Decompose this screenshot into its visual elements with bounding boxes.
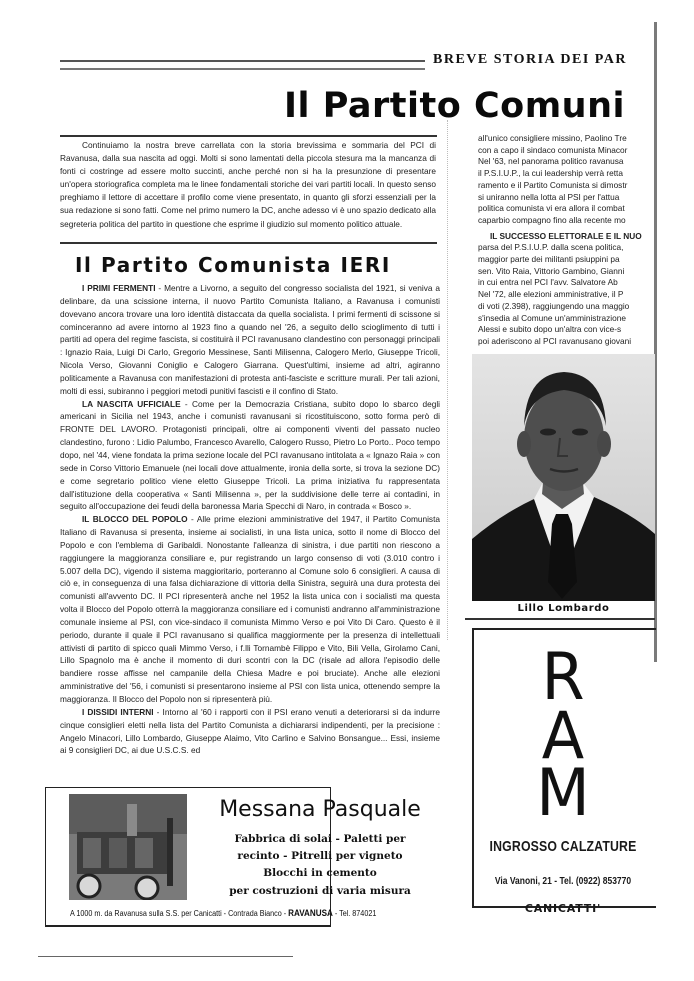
bottom-rule xyxy=(38,956,293,957)
paragraph-heading: LA NASCITA UFFICIALE xyxy=(82,398,181,409)
text-line: Alessi e subito dopo un'altra con vice-s xyxy=(478,324,622,335)
article-body xyxy=(60,282,440,757)
text-line: caparbio compagno fino alla recente mo xyxy=(478,214,626,225)
subsection-heading: IL SUCCESSO ELETTORALE E IL NUO xyxy=(490,230,642,241)
cart-illustration xyxy=(69,794,187,900)
ad-line: Blocchi in cemento xyxy=(263,867,377,879)
text-line: si uniranno nella lotta al PSI per l'attua xyxy=(478,191,620,202)
ad-footer xyxy=(70,908,403,918)
ram-address: Via Vanoni, 21 - Tel. (0922) 853770 xyxy=(494,876,632,887)
caption-rule xyxy=(465,618,655,620)
text-line: poi aderiscono al PCI ravanusano giovani xyxy=(478,335,632,346)
ram-letter-r: R xyxy=(541,638,585,715)
text-line: in cui entra nel PCI l'avv. Salvatore Ab xyxy=(478,277,618,288)
text-line: con a capo il sindaco comunista Minacor xyxy=(478,144,628,155)
paragraph-blocco-popolo xyxy=(60,513,440,706)
intro-top-rule xyxy=(60,135,437,137)
section-title: Il Partito Comunista IERI xyxy=(75,253,391,277)
paragraph-text: - Alle prime elezioni amministrative del 1947, il Partito Comunista Italiano di Ravanusa si presenta, insieme ai socialisti, in una lista unica, sotto il nome di Blocco del Popolo e con l'emblema di Garibaldi. Nonostante l'alleanza di sinistra, i due partiti non riescono a raggiungere la maggioranza consiliare e, pur registrando un largo consenso di voti (3.010 contro i 5.007 della DC), vigendo il sistema maggioritario, porteranno al Comune solo 6 consiglieri. A causa di ciò e, in conseguenza di una falsa dichiarazione di vittoria della Sinistra, seguirà una dura protesta dei comunisti all'avvento DC. Il PCI ripresenterà anche nel 1952 la lista unica con i socialisti ma questa volta il Blocco del Popolo otterrà la maggioranza consiliare ed i comunisti andranno all'amministrazione comunale insieme al PSI, con vice-sindaco il comunista Mimmo Verso e poi Vito Di Caro. Questo è il periodo, durante il quale il PCI ravanusano si qualifica maggiormente per la presenza di intellettuali attivisti di partito di spicco quali Mimmo Verso, i f.lli Tornambè Filippo e Vito, Bili Vella, Girolamo Cani, Lillo Spagnolo ma è anche il momento di duri scontri con la DC (risale ad allora l'episodio delle bandiere rosse affisse nel campanile della Chiesa Madre e poi bruciate). Anche alle elezioni amministrative del '56, i comunisti si presentarono insieme al PSI con lista unica, ottenendo sempre la maggioranza. Il Blocco del Popolo non si ripresenterà più. xyxy=(60,514,441,704)
photo-caption: Lillo Lombardo xyxy=(517,603,610,614)
text-line: Nel '72, alle elezioni amministrative, il P xyxy=(478,289,624,300)
ad-footer-address: A 1000 m. da Ravanusa sulla S.S. per Canicatti - Contrada Bianco - xyxy=(70,909,289,918)
text-line: il P.S.I.U.P., la cui leadership verrà retta xyxy=(478,168,623,179)
paragraph-nascita-ufficiale xyxy=(60,398,440,514)
column-divider xyxy=(447,120,448,640)
ram-letter-m: M xyxy=(536,754,590,831)
text-line: parsa del P.S.I.U.P. dalla scena politica, xyxy=(478,242,624,253)
intro-paragraph: Continuiamo la nostra breve carrellata con la storia brevissima e sommaria del PCI di Ravanusa, dalla sua nascita ad oggi. Molti si sono lamentati della piccola stesura ma la mancanza di fonti ci costringe ad essere molto succinti, anche perché non si ha la presunzione di presentare un'opera storiografica completa ma le linee fondamentali storiche dei vari partiti locali. In questo senso preghiamo il lettore di accettare il profilo come viene presentato, in quanto gli sforzi essenziali per la sua redazione si sono fatti. Come nel primo numero la DC, anche adesso vi è uno spazio dedicato alla segreteria politica del partito in questione che esprime il giudizio sul momento politico attuale. xyxy=(60,140,436,229)
ram-letter-a: A xyxy=(541,697,585,774)
portrait-photo xyxy=(472,354,655,601)
portrait-illustration xyxy=(472,354,655,601)
text-line: sen. Vito Raia, Vittorio Gambino, Gianni xyxy=(478,265,625,276)
paragraph-text: - Mentre a Livorno, a seguito del congresso socialista del 1921, si veniva a delinbare, da una scissione interna, il nuovo Partito Comunista Italiano, a Ravanusa i comunisti dovevano ancora trovare una loro identità distaccata da quella socialista. I primi fermenti di scissone si cominceranno ad avere intorno al 1923 fino a quando nel '26, a seguito dello scioglimento di tutti i partiti ad opera del regime fascista, si costituirà il PCI ravanusano clandestino con personaggi principali : Ignazio Raia, Luigi Di Carlo, Gregorio Messinese, Santi Milisenna, Calogero Merlo, Giuseppe Tricoli, Nicola Verso, Giovanni Coniglio e Calogero Giarrana. Quest'ultimi, insieme ad altri, agiranno politicamente a Ravanusa con manifestazioni di protesta anti-fasciste e scritture murali. Per tali azioni, molti di essi, subiranno i peggiori metodi punitivi fascisti e il confino di Stato. xyxy=(60,283,440,396)
text-line: ramento e il Partito Comunista si dimostr xyxy=(478,179,628,190)
paragraph-text: - Intorno al '60 i rapporti con il PSI erano venuti a deteriorarsi sì da indurre cinque consiglieri eletti nella lista del Partito Comunista a dichiararsi indipendenti, per la precisione : Angelo Minacori, Lillo Lombardo, Giuseppe Alaimo, Vito Carlino e Salvino Bonsangue... Essi, insieme ai 9 consiglieri DC, ai due U.S.C.S. ed xyxy=(60,706,440,756)
ram-business: INGROSSO CALZATURE xyxy=(489,838,637,855)
right-column-text xyxy=(478,133,654,348)
series-title: BREVE STORIA DEI PAR xyxy=(433,52,628,67)
ad-line: recinto - Pitrelli per vigneto xyxy=(237,850,403,862)
paragraph-heading: IL BLOCCO DEL POPOLO xyxy=(82,514,188,525)
text-line: Nel '63, nel panorama politico ravanusa xyxy=(478,156,624,167)
intro-bottom-rule xyxy=(60,242,437,244)
paragraph-heading: I PRIMI FERMENTI xyxy=(82,283,156,293)
header-rule xyxy=(60,60,425,70)
page-title: Il Partito Comuni xyxy=(284,86,626,126)
text-line: politica comunista vi era allora il combat xyxy=(478,203,625,214)
ad-footer-phone: - Tel. 874021 xyxy=(332,909,377,918)
ad-line: per costruzioni di varia misura xyxy=(229,885,411,897)
ram-city: CANICATTI' xyxy=(524,902,602,915)
text-line: maggior parte dei militanti psiuppini pa xyxy=(478,254,620,265)
text-line: di voti (2.398), raggiungendo una maggio xyxy=(478,300,630,311)
paragraph-dissidi-interni xyxy=(60,706,440,757)
ad-footer-town: RAVANUSA xyxy=(288,908,333,918)
text-line: s'insedia al Comune un'amministrazione xyxy=(478,312,626,323)
ad-photo-cart xyxy=(69,794,187,900)
paragraph-heading: I DISSIDI INTERNI xyxy=(82,706,154,717)
ad-line: Fabbrica di solai - Paletti per xyxy=(234,833,406,845)
paragraph-text: - Come per la Democrazia Cristiana, subito dopo lo sbarco degli americani in Sicilia nel 1943, anche i comunisti ravanusani si ricostituiscono, sotto forma però di FRONTE DEL LAVORO. Protagonisti principali, oltre ai componenti viventi del passato nucleo clandestino, furono : Lidio Palumbo, Francesco Avarello, Calogero Russo, Pietro Lo Porto.. Poco tempo dopo, nel '44, viene fondata la prima sezione locale del PCI ravanusano intitolata a « Ignazo Raia » con sede in Corso Vittorio Emanuele (nei locali dove attualmente, ironia della sorte, si trova la sezione DC) e come segretario politico viene eletto Giuseppe Tricoli. La prima iniziativa fu rappresentata dall'istituzione della cooperativa « Santi Milisenna », per la suddivisione delle terre ai contadini, in seguito all'occupazione dei feudi della baronessa Maria Specchi di Naro, in contrada « Bosco ». xyxy=(60,398,441,512)
paragraph-primi-fermenti xyxy=(60,282,440,398)
text-line: all'unico consigliere missino, Paolino Tre xyxy=(478,133,627,143)
ad-business-name: Messana Pasquale xyxy=(219,797,421,822)
